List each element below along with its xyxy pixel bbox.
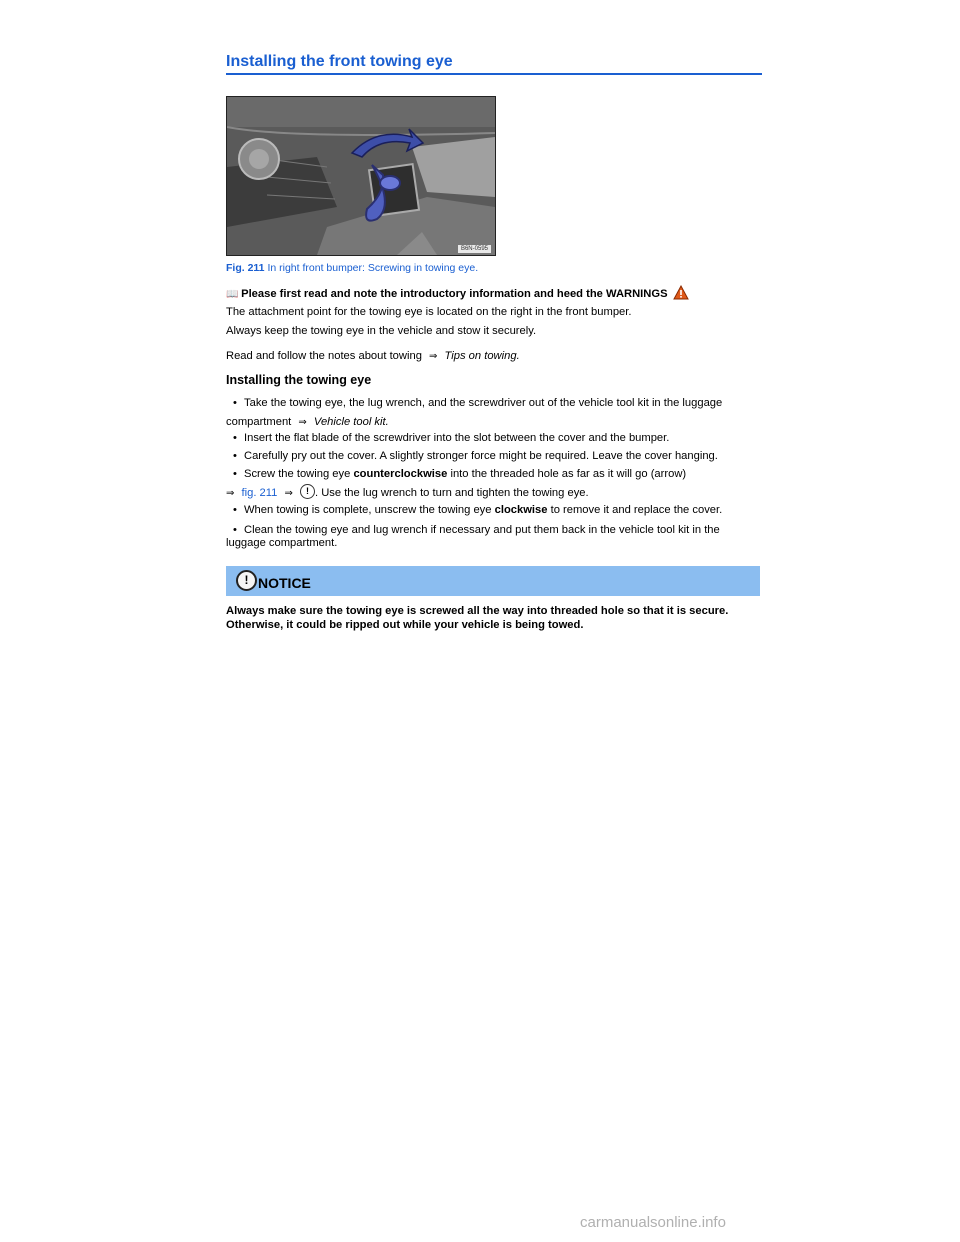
step-text: to remove it and replace the cover. (550, 504, 723, 516)
list-item (226, 500, 760, 520)
figure-code: B6N-0595 (458, 245, 491, 253)
bullet-icon: • (233, 504, 237, 516)
step-text: into the threaded hole as far as it will go (arrow) (450, 468, 687, 480)
list-item (226, 428, 760, 448)
step-text: When towing is complete, unscrew the towing eye (244, 504, 492, 516)
intro-text: Please first read and note the introductory information and heed the WARNINGS (241, 288, 668, 300)
list-item (226, 446, 760, 466)
fig-211-link[interactable]: fig. 211 (241, 487, 278, 499)
towing-notes-text: Read and follow the notes about towing (226, 350, 422, 362)
warning-triangle-icon[interactable] (673, 285, 689, 300)
towing-eye-figure (226, 96, 496, 256)
step-text: Carefully pry out the cover. A slightly stronger force might be required. Leave the cover hanging. (244, 450, 718, 462)
step-text: . Use the lug wrench to turn and tighten the towing eye. (314, 487, 589, 499)
bumper-illustration (227, 97, 495, 255)
notice-box (226, 566, 760, 596)
watermark: carmanualsonline.info (580, 1214, 726, 1231)
notice-exclamation-icon[interactable]: ! (300, 484, 315, 499)
bullet-icon: • (233, 450, 237, 462)
step-text: Screw the towing eye (244, 468, 351, 480)
step-bold-text: clockwise (494, 504, 548, 516)
vehicle-tool-kit-link[interactable]: Vehicle tool kit. (313, 416, 389, 428)
bullet-icon: • (233, 468, 237, 480)
intro-line (226, 285, 760, 302)
section-heading: Installing the towing eye (226, 373, 372, 387)
bullet-icon: • (233, 432, 237, 444)
arrow-icon: ⇒ (298, 417, 307, 428)
book-icon: 📖 (226, 289, 239, 300)
notice-exclamation-icon: ! (236, 570, 257, 591)
notice-text: Always make sure the towing eye is screwed all the way into threaded hole so that it is secure. Otherwise, it could be ripped out while your vehicle is being towed. (226, 605, 729, 631)
list-item-continued (226, 533, 760, 553)
step-text: Take the towing eye, the lug wrench, and the screwdriver out of the vehicle tool kit in the luggage (244, 397, 723, 409)
arrow-icon: ⇒ (226, 488, 235, 499)
figure-caption-text: In right front bumper: Screwing in towing eye. (267, 262, 479, 274)
tips-on-towing-link[interactable]: Tips on towing. (444, 350, 520, 362)
paragraph-towing-notes (226, 349, 760, 364)
paragraph-keep: Always keep the towing eye in the vehicle and stow it securely. (226, 325, 537, 337)
list-item (226, 464, 760, 484)
page-title: Installing the front towing eye (226, 53, 762, 75)
step-bold-text: counterclockwise (353, 468, 448, 480)
step-text: Insert the flat blade of the screwdriver into the slot between the cover and the bumper. (244, 432, 670, 444)
notice-heading: NOTICE (258, 575, 311, 591)
bullet-icon: • (233, 524, 237, 536)
step-text: Clean the towing eye and lug wrench if necessary and put them back in the vehicle tool kit in the (244, 524, 720, 536)
arrow-icon: ⇒ (284, 488, 293, 499)
paragraph-attachment: The attachment point for the towing eye is located on the right in the front bumper. (226, 306, 632, 318)
step-text: compartment (226, 416, 292, 428)
figure-caption (226, 262, 478, 274)
arrow-icon: ⇒ (429, 351, 438, 362)
figure-label: Fig. 211 (226, 262, 265, 274)
list-item (226, 393, 760, 413)
step-text: luggage compartment. (226, 537, 338, 549)
bullet-icon: • (233, 397, 237, 409)
